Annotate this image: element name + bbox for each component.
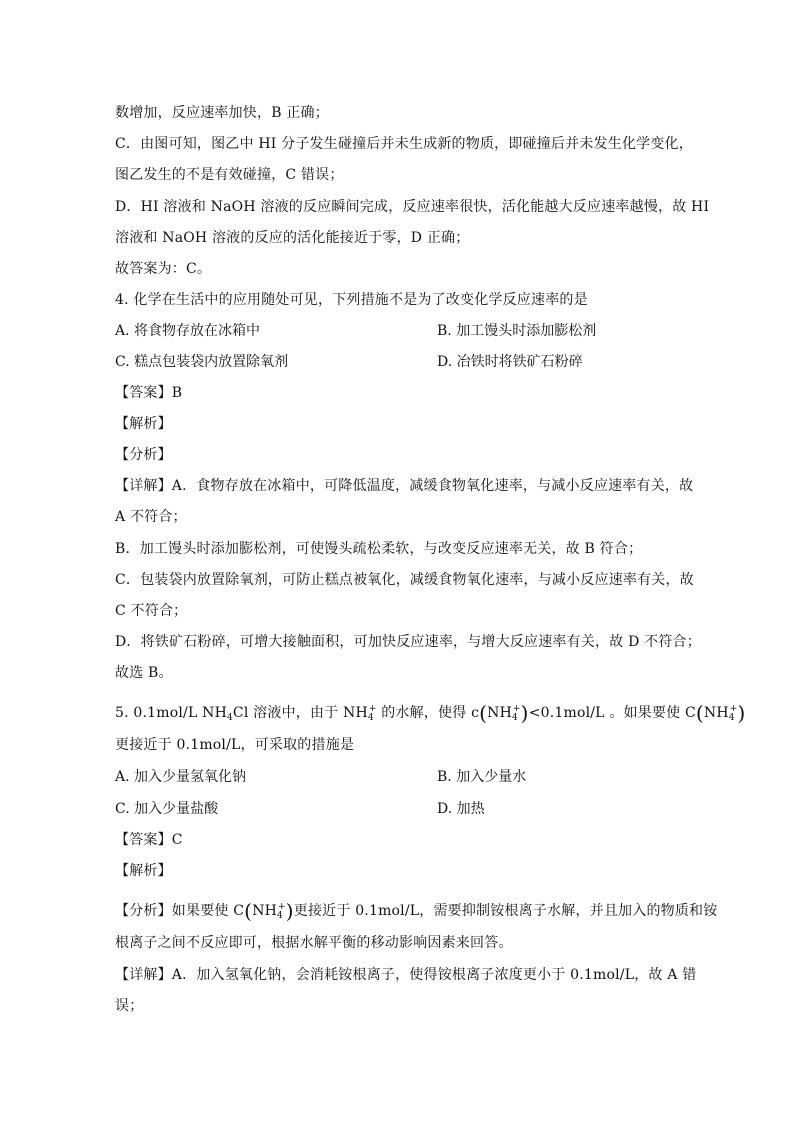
q4-fenxi-heading: 【分析】 bbox=[115, 447, 172, 463]
q4-option-a: A. 将食物存放在冰箱中 bbox=[115, 323, 261, 339]
formula-nh4-ion: $NH_4^+$ bbox=[703, 704, 738, 723]
q5-fenxi-line: 根离子之间不反应即可，根据水解平衡的移动影响因素来回答。 bbox=[115, 935, 513, 951]
q4-detail-line: A 不符合； bbox=[115, 509, 187, 525]
q4-detail-line: B．加工馒头时添加膨松剂，可使馒头疏松柔软，与改变反应速率无关，故 B 符合； bbox=[115, 541, 643, 557]
text-line: 溶液和 NaOH 溶液的反应的活化能接近于零，D 正确； bbox=[115, 230, 470, 246]
q4-option-c: C. 糕点包装袋内放置除氧剂 bbox=[115, 354, 289, 370]
q4-detail-line: 故选 B。 bbox=[115, 665, 173, 681]
q4-detail-line: 【详解】A．食物存放在冰箱中，可降低温度，减缓食物氧化速率，与减小反应速率有关，故 bbox=[115, 478, 694, 494]
formula-nh4cl: $NH_4Cl$ bbox=[202, 705, 249, 723]
q5-text: 溶液中，由于 NH bbox=[248, 705, 368, 721]
q5-answer: 【答案】C bbox=[115, 832, 183, 848]
q5-fenxi-line: 【分析】如果要使 $C(NH_4^+)$更接近于 0.1mol/L，需要抑制铵根离子水解，并且加入的物质和铵 bbox=[115, 899, 718, 923]
q5-stem-line2: 更接近于 0.1mol/L，可采取的措施是 bbox=[115, 737, 355, 753]
question-4-stem: 4. 化学在生活中的应用随处可见，下列措施不是为了改变化学反应速率的是 bbox=[115, 292, 588, 308]
text-line: D．HI 溶液和 NaOH 溶液的反应瞬间完成，反应速率很快，活化能越大反应速率越慢，故 HI bbox=[115, 199, 710, 215]
formula-nh4-ion: $NH_4^+$ bbox=[487, 704, 521, 723]
q4-detail-line: C．包装袋内放置除氧剂，可防止糕点被氧化，减缓食物氧化速率，与减小反应速率有关，故 bbox=[115, 572, 694, 588]
q5-option-d: D. 加热 bbox=[437, 801, 485, 817]
text-line: 数增加，反应速率加快，B 正确； bbox=[115, 105, 329, 121]
q4-option-b: B. 加工馒头时添加膨松剂 bbox=[437, 323, 597, 339]
q5-option-c: C. 加入少量盐酸 bbox=[115, 801, 219, 817]
q5-detail-line: 【详解】A．加入氢氧化钠，会消耗铵根离子，使得铵根离子浓度更小于 0.1mol/L，故 A 错 bbox=[115, 967, 697, 983]
text-line: 图乙发生的不是有效碰撞，C 错误； bbox=[115, 167, 344, 183]
q4-detail-line: C 不符合； bbox=[115, 603, 188, 619]
q4-answer: 【答案】B bbox=[115, 385, 183, 401]
q5-text: <0.1mol/L 。如果要使 C bbox=[528, 705, 696, 721]
q4-analysis-heading: 【解析】 bbox=[115, 416, 172, 432]
formula-nh4-ion: $NH_4^+$ bbox=[252, 902, 286, 921]
q5-text: 的水解，使得 c bbox=[376, 705, 480, 721]
q4-detail-line: D．将铁矿石粉碎，可增大接触面积，可加快反应速率，与增大反应速率有关，故 D 不符合； bbox=[115, 634, 701, 650]
question-5-stem: 5. 0.1mol/L $NH_4Cl$ 溶液中，由于 $NH_4^+$ 的水解，使得 $c(NH_4^+)<0.1mol/L$ 。如果要使 $C(NH_4^+)$ bbox=[115, 701, 746, 725]
text-line: C．由图可知，图乙中 HI 分子发生碰撞后并未生成新的物质，即碰撞后并未发生化学变化， bbox=[115, 136, 693, 152]
q5-option-b: B. 加入少量水 bbox=[437, 769, 527, 785]
text-line: 故答案为：C。 bbox=[115, 261, 212, 277]
q5-detail-line: 误； bbox=[115, 998, 144, 1014]
q5-text: 5. 0.1mol/L bbox=[115, 705, 203, 721]
q5-analysis-heading: 【解析】 bbox=[115, 863, 172, 879]
q5-option-a: A. 加入少量氢氧化钠 bbox=[115, 769, 247, 785]
q4-option-d: D. 冶铁时将铁矿石粉碎 bbox=[437, 354, 583, 370]
